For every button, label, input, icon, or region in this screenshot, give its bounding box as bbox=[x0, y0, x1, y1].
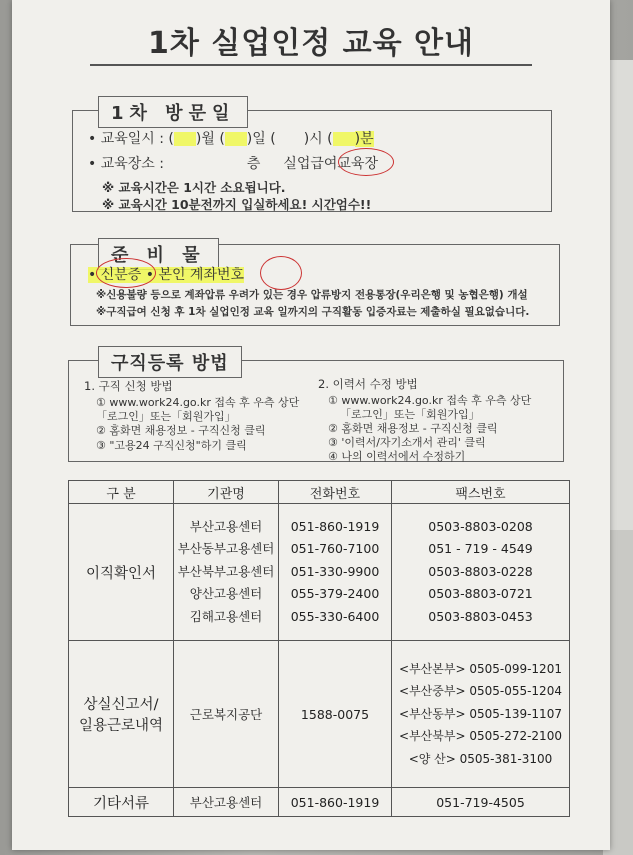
day-blank bbox=[225, 132, 247, 146]
prep-items-text: • 신분증 • 본인 계좌번호 bbox=[88, 267, 245, 283]
reg-right-item-4: ③ '이력서/자기소개서 관리' 클릭 bbox=[328, 436, 486, 449]
visit-place-floor: 층 bbox=[246, 156, 261, 172]
group2-fax: <부산본부> 0505-099-1201 bbox=[399, 662, 562, 677]
group3-phone: 051-860-1919 bbox=[279, 788, 392, 817]
reg-left-title: 1. 구직 신청 방법 bbox=[84, 379, 173, 393]
group1-phone: 051-760-7100 bbox=[290, 541, 380, 557]
group2-label-line1: 상실신고서/ bbox=[83, 697, 159, 713]
visit-date-prefix: • 교육일시 : ( bbox=[88, 131, 174, 147]
group2-label bbox=[69, 641, 174, 788]
group2-faxes bbox=[392, 641, 570, 788]
col-phone: 전화번호 bbox=[279, 481, 392, 504]
group1-phone: 055-379-2400 bbox=[290, 586, 380, 602]
group1-fax: 0503-8803-0721 bbox=[428, 586, 533, 602]
col-org: 기관명 bbox=[174, 481, 279, 504]
reg-right-title: 2. 이력서 수정 방법 bbox=[318, 377, 418, 391]
table-header-row bbox=[69, 481, 570, 504]
group2-phone: 1588-0075 bbox=[279, 641, 392, 788]
reg-tag: 구직등록 방법 bbox=[98, 346, 242, 378]
visit-place-row bbox=[88, 153, 378, 173]
group1-org: 부산고용센터 bbox=[189, 519, 263, 535]
group1-phone: 051-330-9900 bbox=[290, 563, 380, 579]
group1-phone: 055-330-6400 bbox=[290, 608, 380, 624]
reg-left-item-1: ① www.work24.go.kr 접속 후 우측 상단 bbox=[96, 396, 300, 409]
group2-fax: <양 산> 0505-381-3100 bbox=[408, 751, 553, 766]
prep-note-2: ※구직급여 신청 후 1차 실업인정 교육 일까지의 구직활동 입증자료는 제출하실 필요없습니다. bbox=[96, 306, 530, 318]
ink-circle bbox=[338, 148, 394, 176]
group1-org: 양산고용센터 bbox=[189, 586, 263, 602]
visit-date-day: )일 ( bbox=[246, 131, 276, 147]
prep-note-1: ※신용불량 등으로 계좌압류 우려가 있는 경우 압류방지 전용통장(우리은행 및 농협은행) 개설 bbox=[96, 289, 528, 301]
contact-table bbox=[68, 480, 570, 817]
group2-org: 근로복지공단 bbox=[174, 641, 279, 788]
group2-fax: <부산중부> 0505-055-1204 bbox=[399, 684, 562, 699]
visit-date-min: )분 bbox=[354, 131, 374, 147]
month-blank bbox=[174, 132, 196, 146]
table-row bbox=[69, 504, 570, 641]
visit-tag: 1차 방문일 bbox=[98, 96, 248, 128]
title-underline bbox=[90, 64, 532, 66]
visit-date-hour: )시 ( bbox=[303, 131, 333, 147]
group1-org: 부산북부고용센터 bbox=[177, 563, 275, 579]
group1-fax: 0503-8803-0453 bbox=[428, 608, 533, 624]
group1-phone: 051-860-1919 bbox=[290, 519, 380, 535]
reg-left-item-2: 「로그인」또는「회원가입」 bbox=[96, 410, 236, 423]
prep-tag: 준 비 물 bbox=[98, 238, 219, 270]
group2-fax: <부산동부> 0505-139-1107 bbox=[399, 706, 562, 721]
reg-right-item-5: ④ 나의 이력서에서 수정하기 bbox=[328, 450, 466, 463]
col-fax: 팩스번호 bbox=[392, 481, 570, 504]
reg-right-item-1: ① www.work24.go.kr 접속 후 우측 상단 bbox=[328, 394, 532, 407]
reg-right-item-3: ② 홈화면 채용정보 - 구직신청 클릭 bbox=[328, 422, 498, 435]
visit-note-1: ※ 교육시간은 1시간 소요됩니다. bbox=[102, 180, 286, 195]
visit-date-row bbox=[88, 128, 374, 148]
group1-label: 이직확인서 bbox=[69, 504, 174, 641]
reg-left-item-4: ③ "고용24 구직신청"하기 클릭 bbox=[96, 439, 247, 452]
group1-org: 부산동부고용센터 bbox=[177, 541, 275, 557]
col-category: 구 분 bbox=[69, 481, 174, 504]
group1-org: 김해고용센터 bbox=[189, 608, 263, 624]
group1-fax: 051 - 719 - 4549 bbox=[428, 541, 533, 557]
reg-right-item-2: 「로그인」또는「회원가입」 bbox=[340, 408, 480, 421]
table-row bbox=[69, 641, 570, 788]
reg-left-item-3: ② 홈화면 채용정보 - 구직신청 클릭 bbox=[96, 424, 266, 437]
table-row bbox=[69, 788, 570, 817]
group3-fax: 051-719-4505 bbox=[392, 788, 570, 817]
group3-org: 부산고용센터 bbox=[174, 788, 279, 817]
ink-circle-account bbox=[260, 256, 302, 290]
visit-place-label: • 교육장소 : bbox=[88, 156, 164, 172]
group1-faxes bbox=[392, 504, 570, 641]
group3-label: 기타서류 bbox=[69, 788, 174, 817]
group2-fax: <부산북부> 0505-272-2100 bbox=[399, 729, 562, 744]
group1-fax: 0503-8803-0228 bbox=[428, 563, 533, 579]
group1-fax: 0503-8803-0208 bbox=[428, 519, 533, 535]
visit-note-2: ※ 교육시간 10분전까지 입실하세요! 시간엄수!! bbox=[102, 197, 372, 212]
document-sheet bbox=[12, 0, 610, 850]
visit-date-month: )월 ( bbox=[195, 131, 225, 147]
group1-orgs bbox=[174, 504, 279, 641]
min-blank bbox=[333, 132, 355, 146]
visit-place-name: 실업급여교육장 bbox=[283, 156, 378, 172]
group1-phones bbox=[279, 504, 392, 641]
ink-circle-id bbox=[96, 258, 156, 288]
group2-label-line2: 일용근로내역 bbox=[78, 718, 164, 734]
page-title: 1차 실업인정 교육 안내 bbox=[147, 26, 475, 61]
